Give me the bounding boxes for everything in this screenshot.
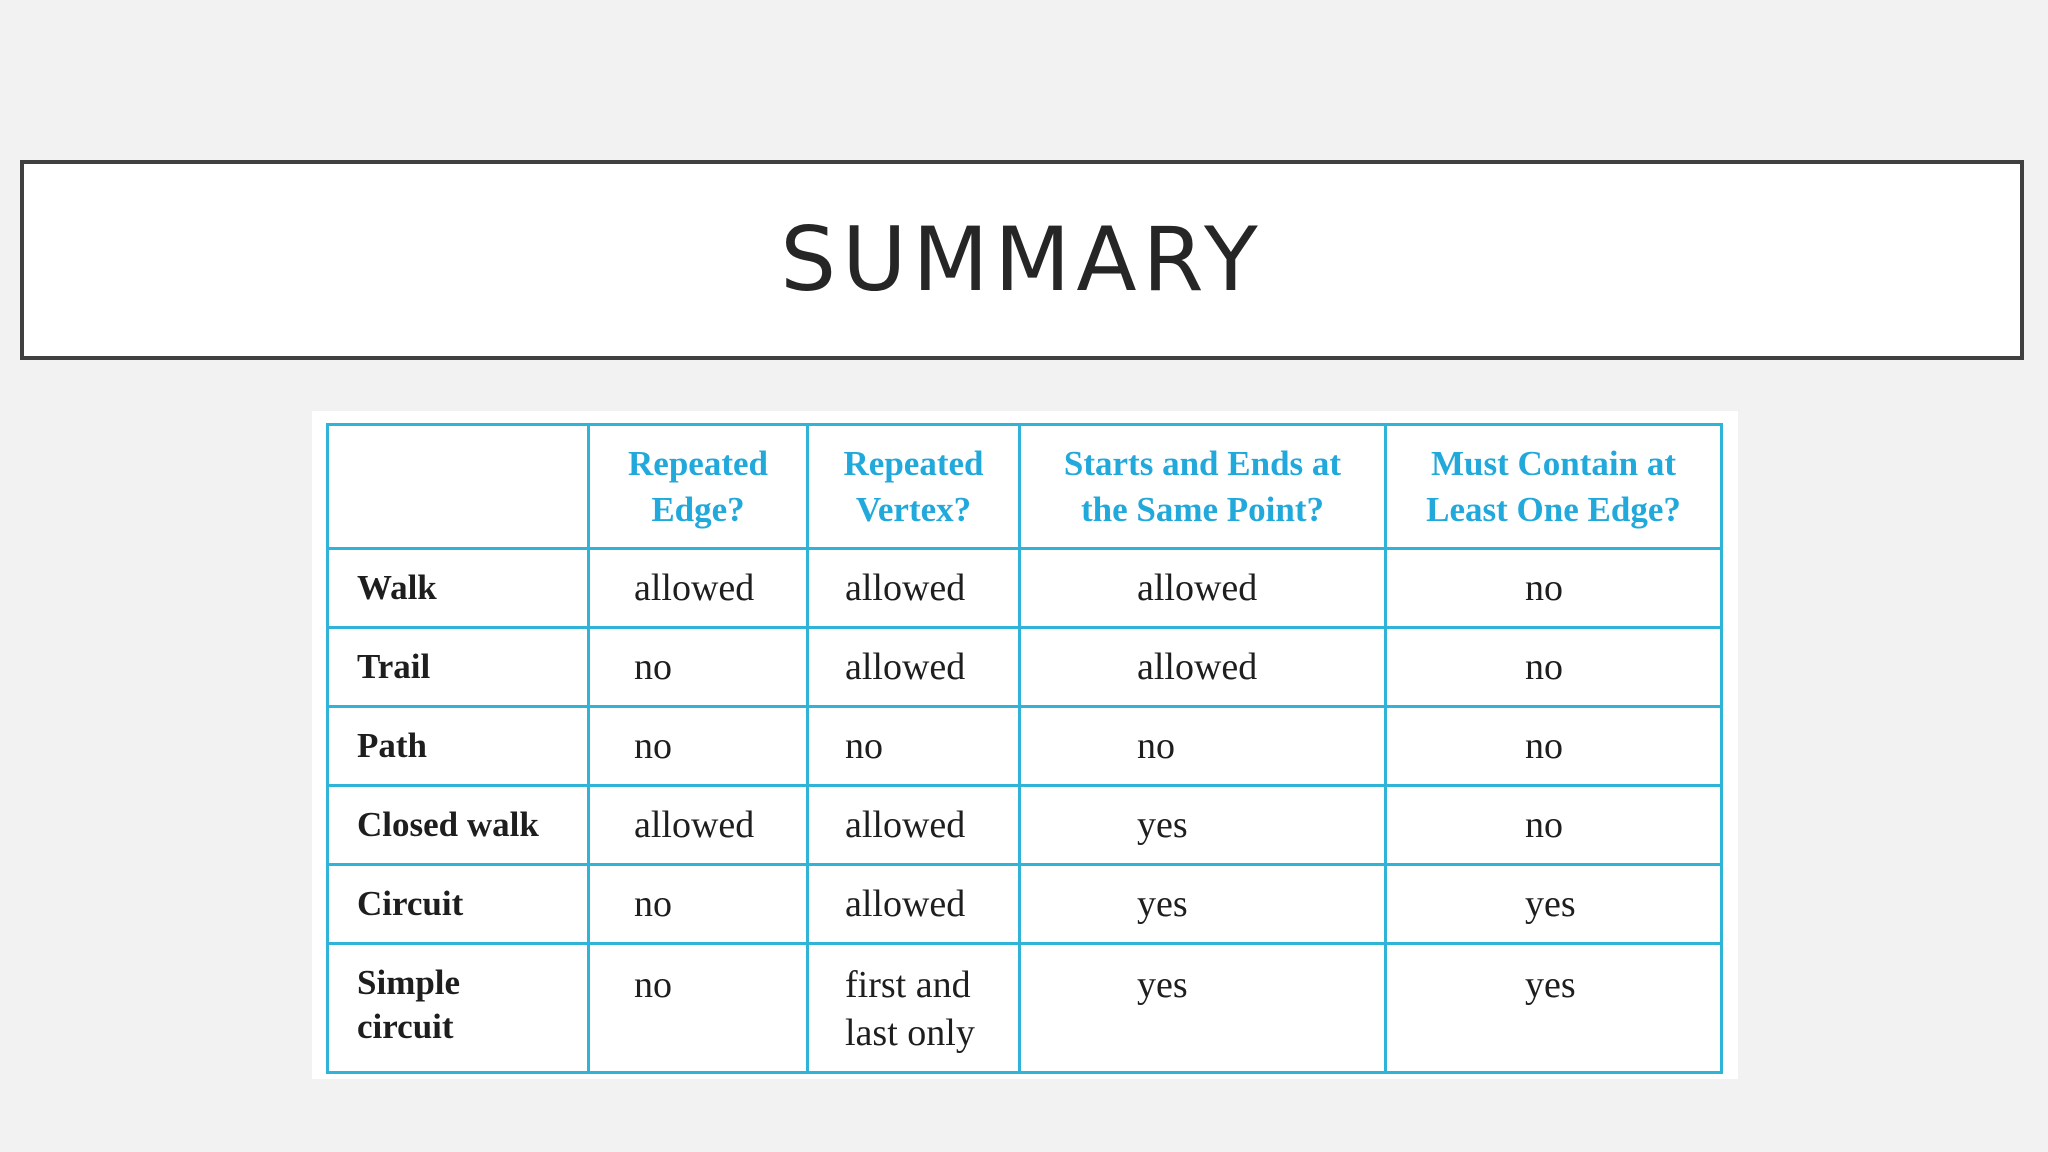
table-row [328, 944, 1722, 1073]
header-starts-ends-same-point [1020, 425, 1386, 549]
row-label-line: circuit [357, 1007, 454, 1046]
row-label-line: Simple [357, 963, 461, 1002]
row-label-closed-walk: Closed walk [328, 786, 589, 865]
header-line: Starts and Ends at [1063, 443, 1342, 483]
summary-table-image [312, 411, 1738, 1079]
table-cell: no [1386, 786, 1722, 865]
table-cell: allowed [1020, 549, 1386, 628]
table-cell: allowed [808, 865, 1020, 944]
table-cell: no [1386, 628, 1722, 707]
cell-line: first and [845, 964, 971, 1006]
table-cell: yes [1020, 865, 1386, 944]
table-cell [808, 944, 1020, 1073]
table-cell: no [1386, 549, 1722, 628]
table-cell: allowed [808, 549, 1020, 628]
row-label-simple-circuit [328, 944, 589, 1073]
header-line: Repeated [628, 443, 768, 483]
table-row [328, 549, 1722, 628]
row-label-circuit: Circuit [328, 865, 589, 944]
table-cell: no [589, 628, 808, 707]
table-cell: yes [1020, 944, 1386, 1073]
row-label-walk: Walk [328, 549, 589, 628]
header-line: Edge? [651, 489, 745, 529]
table-row [328, 865, 1722, 944]
summary-table [326, 423, 1723, 1074]
header-line: Vertex? [855, 489, 972, 529]
header-empty-cell [328, 425, 589, 549]
table-cell: no [1020, 707, 1386, 786]
table-cell: yes [1020, 786, 1386, 865]
table-cell: no [589, 865, 808, 944]
table-row [328, 786, 1722, 865]
header-line: Least One Edge? [1426, 489, 1681, 529]
table-cell: no [808, 707, 1020, 786]
row-label-path: Path [328, 707, 589, 786]
title-box [20, 160, 2024, 360]
header-must-contain-edge [1386, 425, 1722, 549]
table-row [328, 707, 1722, 786]
table-cell: no [589, 944, 808, 1073]
table-cell: yes [1386, 944, 1722, 1073]
table-cell: allowed [589, 786, 808, 865]
table-cell: no [1386, 707, 1722, 786]
table-cell: allowed [589, 549, 808, 628]
table-cell: allowed [1020, 628, 1386, 707]
header-repeated-vertex [808, 425, 1020, 549]
slide-title: SUMMARY [780, 208, 1264, 311]
header-repeated-edge [589, 425, 808, 549]
table-cell: allowed [808, 628, 1020, 707]
cell-line: last only [845, 1012, 975, 1054]
table-cell: no [589, 707, 808, 786]
table-header-row [328, 425, 1722, 549]
row-label-trail: Trail [328, 628, 589, 707]
header-line: the Same Point? [1080, 489, 1325, 529]
header-line: Must Contain at [1430, 443, 1677, 483]
table-cell: yes [1386, 865, 1722, 944]
header-line: Repeated [843, 443, 984, 483]
table-row [328, 628, 1722, 707]
table-cell: allowed [808, 786, 1020, 865]
